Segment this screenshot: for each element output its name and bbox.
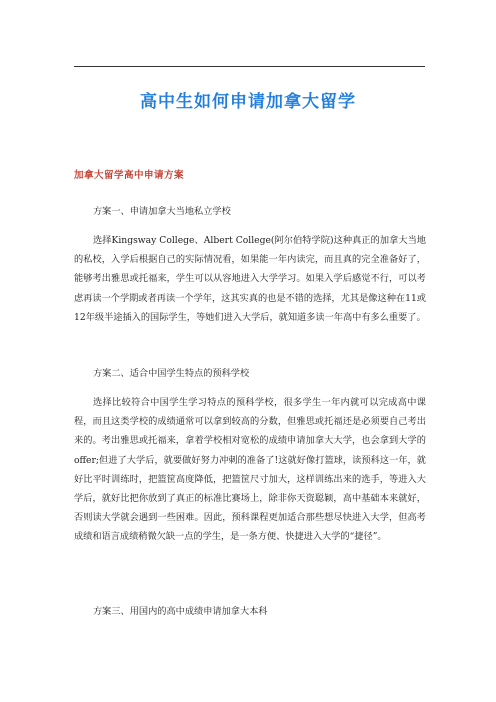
plan2-paragraph: 选择比较符合中国学生学习特点的预科学校，很多学生一年内就可以完成高中课程，而且这类学校的成绩通常可以拿到较高的分数，但雅思或托福还是必须要自己考出来的。考出雅思或托福来，拿着学校相对宽松的成绩申请加拿大大学，也会拿到大学的offer;但进了大学后，就要做好努力冲刺的准备了!这就好像打篮球，读预科这一年，就好比平时训练时，把篮筐高度降低，把篮筐尺寸加大，这样训练出来的选手，等进入大学后，就好比把你放到了真正的标准比赛场上，除非你天资聪颖，高中基础本来就好，否则读大学就会遇到一些困难。因此，预科课程更加适合那些想尽快进入大学，但高考成绩和语言成绩稍微欠缺一点的学生，是一条方便、快捷进入大学的“捷径”。 bbox=[74, 397, 426, 543]
plan2-heading: 方案二、适合中国学生特点的预科学校 bbox=[93, 368, 250, 379]
plan1-paragraph: 选择Kingsway College、Albert College(阿尔伯特学院)这种真正的加拿大当地的私校，入学后根据自己的实际情况看，如果能一年内读完，而且真的完全准备好了，能够考出雅思或托福来，学生可以从容地进入大学学习。如果入学后感觉不行，可以考虑再读一个学期或者再读一个学年，这其实真的也是不错的选择，尤其是像这种在11或12年级半途插入的国际学生，等她们进入大学后，就知道多读一年高中有多么重要了。 bbox=[74, 235, 426, 323]
plan1-heading: 方案一、申请加拿大当地私立学校 bbox=[93, 206, 231, 217]
header-rule bbox=[74, 66, 425, 67]
document-title: 高中生如何申请加拿大留学 bbox=[140, 92, 356, 112]
plan3-heading: 方案三、用国内的高中成绩申请加拿大本科 bbox=[93, 606, 268, 617]
section-title: 加拿大留学高中申请方案 bbox=[74, 170, 185, 181]
